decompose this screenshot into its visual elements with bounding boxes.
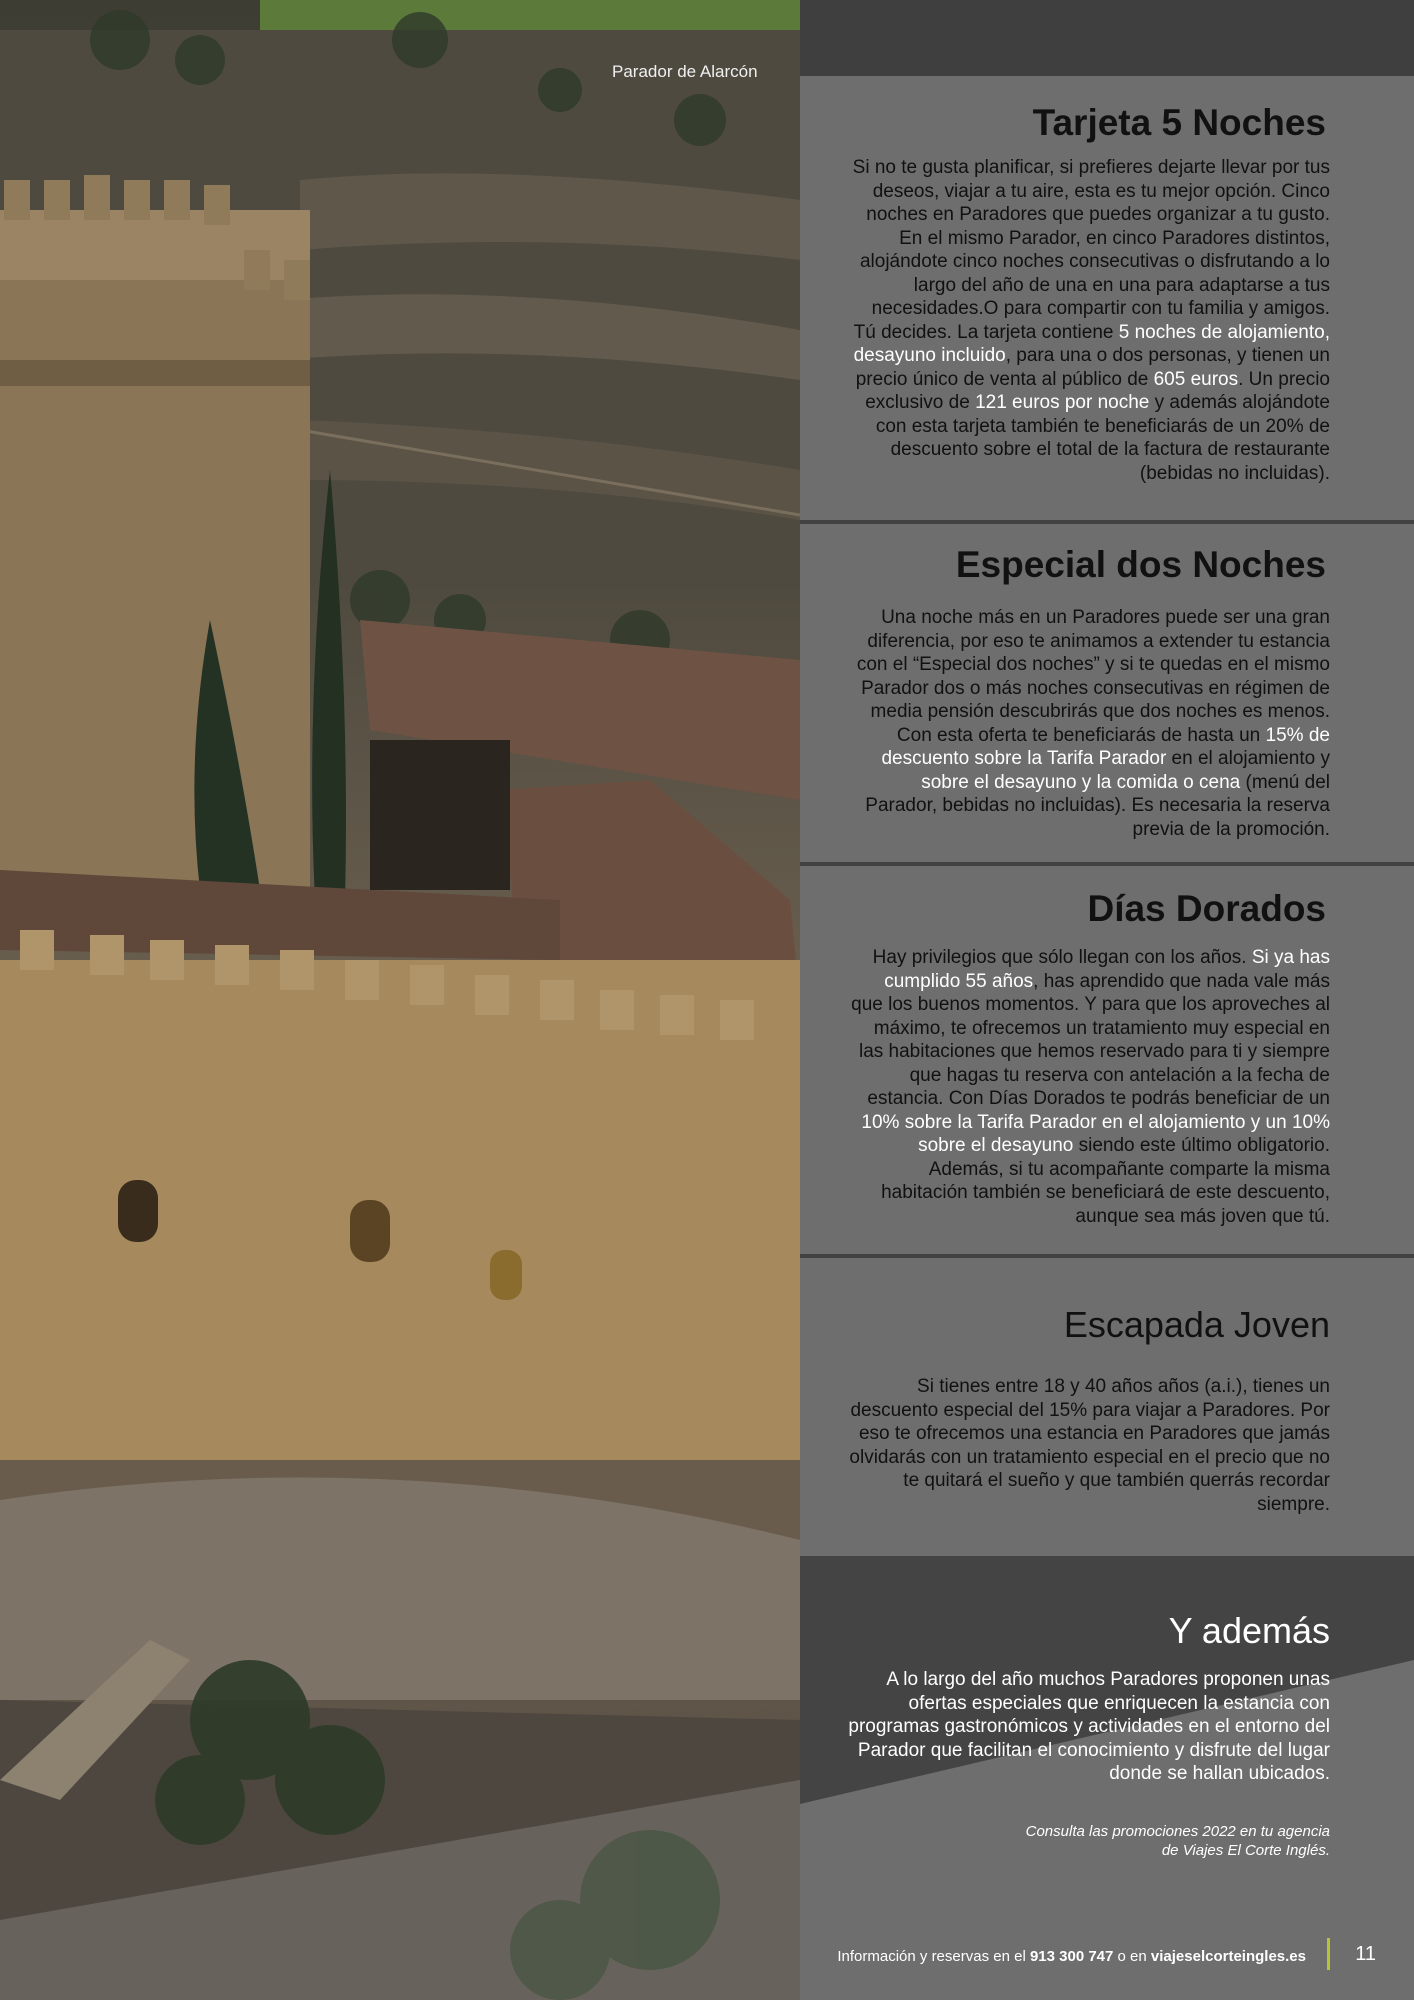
highlight-text: 10% sobre la Tarifa Parador en el alojamiento y un 10% sobre el desayuno bbox=[861, 1111, 1330, 1156]
highlight-text: 15% de descuento sobre la Tarifa Parador bbox=[881, 724, 1330, 769]
footer-info bbox=[837, 1948, 1306, 1965]
page-number: 11 bbox=[1355, 1943, 1376, 1965]
highlight-text: sobre el desayuno y la comida o cena bbox=[921, 771, 1241, 793]
text-run: Si no te gusta planificar, si prefieres dejarte llevar por tus deseos, viajar a tu aire, esta es tu mejor opción. Cinco noches en Paradores que puedes organizar a tu gusto. En el mismo Parador, en cinco Paradores distintos, alojándote cinco noches consecutivas o disfrutando a lo largo del año de una en una para adaptarse a tus necesidades.O para compartir con tu familia y amigos. Tú decides. La tarjeta contiene bbox=[852, 157, 1330, 343]
section-body bbox=[848, 606, 1330, 841]
text-run: Hay privilegios que sólo llegan con los años. bbox=[872, 947, 1252, 968]
consult-line: de Viajes El Corte Inglés. bbox=[1161, 1842, 1330, 1859]
section-title: Y además bbox=[1168, 1610, 1330, 1651]
text-run: , para una o dos personas, y tienen un precio único de venta al público de bbox=[855, 345, 1330, 390]
section-y-ademas bbox=[800, 1556, 1414, 2000]
section-body: Si tienes entre 18 y 40 años años (a.i.), tienes un descuento especial del 15% para viajar a Paradores. Por eso te ofrecemos una estancia en Paradores que jamás olvidarás con un tratamiento especial en el precio que no te quitará el sueño y que también querrás recordar siempre. bbox=[849, 1376, 1330, 1515]
highlight-text: 121 euros por noche bbox=[975, 392, 1150, 413]
section-body bbox=[848, 156, 1330, 485]
footer-accent-bar bbox=[1327, 1938, 1330, 1970]
section-title: Escapada Joven bbox=[1063, 1304, 1330, 1345]
section-dias-dorados bbox=[800, 866, 1414, 1254]
text-run: , has aprendido que nada vale más que los buenos momentos. Y para que los aproveches al máximo, te ofrecemos un tratamiento muy especial en las habitaciones que hemos reservado para ti y siempre que hagas tu reserva con antelación a la fecha de estancia. Con Días Dorados te podrás beneficiar de un bbox=[851, 970, 1330, 1109]
section-title: Días Dorados bbox=[1087, 888, 1326, 929]
footer-middle: o en bbox=[1113, 1948, 1151, 1965]
website-link[interactable]: viajeselcorteingles.es bbox=[1150, 1948, 1306, 1965]
text-run: en el alojamiento y bbox=[1166, 748, 1330, 769]
consult-note bbox=[1026, 1822, 1330, 1860]
section-especial-dos-noches bbox=[800, 524, 1414, 862]
highlight-text: 5 noches de alojamiento, desayuno incluido bbox=[853, 321, 1330, 366]
highlight-text: 605 euros bbox=[1153, 368, 1239, 390]
text-run: . Un precio exclusivo de bbox=[865, 368, 1330, 413]
page-footer bbox=[800, 1938, 1414, 1978]
footer-prefix: Información y reservas en el bbox=[837, 1948, 1030, 1965]
section-escapada-joven bbox=[800, 1258, 1414, 1556]
text-run: Una noche más en un Paradores puede ser una gran diferencia, por eso te animamos a extender tu estancia con el “Especial dos noches” y si te quedas en el mismo Parador dos o más noches consecutivas en régimen de media pensión descubrirás que dos noches es menos. Con esta oferta te beneficiarás de hasta un bbox=[856, 607, 1330, 746]
highlight-text: Si ya has cumplido 55 años bbox=[884, 947, 1330, 992]
section-body bbox=[848, 946, 1330, 1228]
section-body: A lo largo del año muchos Paradores proponen unas ofertas especiales que enriquecen la estancia con programas gastronómicos y actividades en el entorno del Parador que facilitan el conocimiento y disfrute del lugar donde se hallan ubicados. bbox=[848, 1669, 1330, 1784]
section-title: Especial dos Noches bbox=[955, 544, 1326, 585]
text-run: siendo este último obligatorio. Además, si tu acompañante comparte la misma habitación también se beneficiará de este descuento, aunque sea más joven que tú. bbox=[881, 1135, 1330, 1227]
panel-top-bar bbox=[800, 0, 1414, 76]
text-run: y además alojándote con esta tarjeta también te beneficiarás de un 20% de descuento sobre el total de la factura de restaurante (bebidas no incluidas). bbox=[875, 392, 1330, 484]
phone-number[interactable]: 913 300 747 bbox=[1029, 1948, 1114, 1965]
consult-line: Consulta las promociones 2022 en tu agencia bbox=[1025, 1823, 1330, 1840]
text-run: (menú del Parador, bebidas no incluidas). Es necesaria la reserva previa de la promoción. bbox=[865, 771, 1330, 840]
photo-caption: Parador de Alarcón bbox=[612, 62, 758, 81]
section-title: Tarjeta 5 Noches bbox=[1032, 102, 1326, 143]
offers-panel bbox=[800, 0, 1414, 2000]
section-tarjeta-5-noches bbox=[800, 76, 1414, 520]
